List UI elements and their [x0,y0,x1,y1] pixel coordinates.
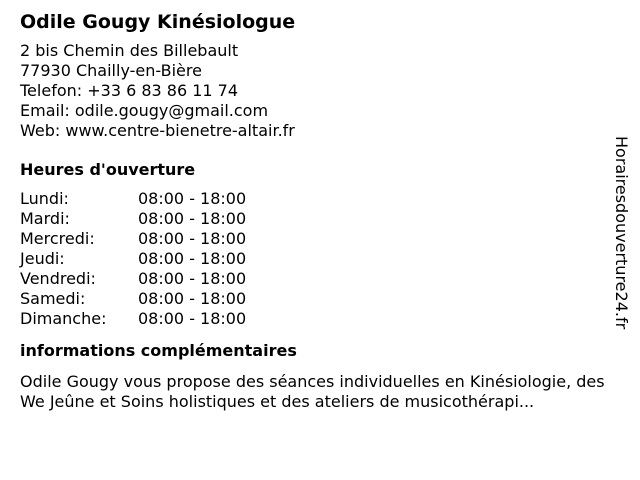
address-street: 2 bis Chemin des Billebault [20,41,239,60]
hours-row-lundi [20,189,620,209]
email-line: Email: odile.gougy@gmail.com [20,101,269,120]
web-line: Web: www.centre-bienetre-altair.fr [20,121,295,140]
hours-row-mercredi [20,229,620,249]
hours-heading: Heures d'ouverture [20,160,196,179]
hours-time: 08:00 - 18:00 [138,209,247,228]
hours-time: 08:00 - 18:00 [138,289,247,308]
hours-row-dimanche [20,309,620,329]
hours-row-mardi [20,209,620,229]
address-city: 77930 Chailly-en-Bière [20,61,202,80]
hours-time: 08:00 - 18:00 [138,269,247,288]
hours-row-vendredi [20,269,620,289]
hours-table [20,189,620,329]
hours-day: Vendredi: [20,269,96,288]
hours-time: 08:00 - 18:00 [138,189,247,208]
hours-time: 08:00 - 18:00 [138,249,247,268]
info-heading: informations complémentaires [20,341,297,360]
site-watermark: Horairesdouverture24.fr [612,136,631,330]
hours-day: Mardi: [20,209,70,228]
business-description: Odile Gougy vous propose des séances individuelles en Kinésiologie, des We Jeûne et Soins holistiques et des ateliers de musicothérapi... [20,372,605,411]
hours-day: Dimanche: [20,309,107,328]
hours-day: Mercredi: [20,229,95,248]
hours-row-samedi [20,289,620,309]
business-name: Odile Gougy Kinésiologue [20,11,296,33]
hours-time: 08:00 - 18:00 [138,229,247,248]
business-card [20,8,620,412]
phone-line: Telefon: +33 6 83 86 11 74 [20,81,239,100]
hours-time: 08:00 - 18:00 [138,309,247,328]
hours-day: Samedi: [20,289,86,308]
hours-day: Lundi: [20,189,69,208]
hours-day: Jeudi: [20,249,65,268]
hours-row-jeudi [20,249,620,269]
contact-block [20,41,620,141]
